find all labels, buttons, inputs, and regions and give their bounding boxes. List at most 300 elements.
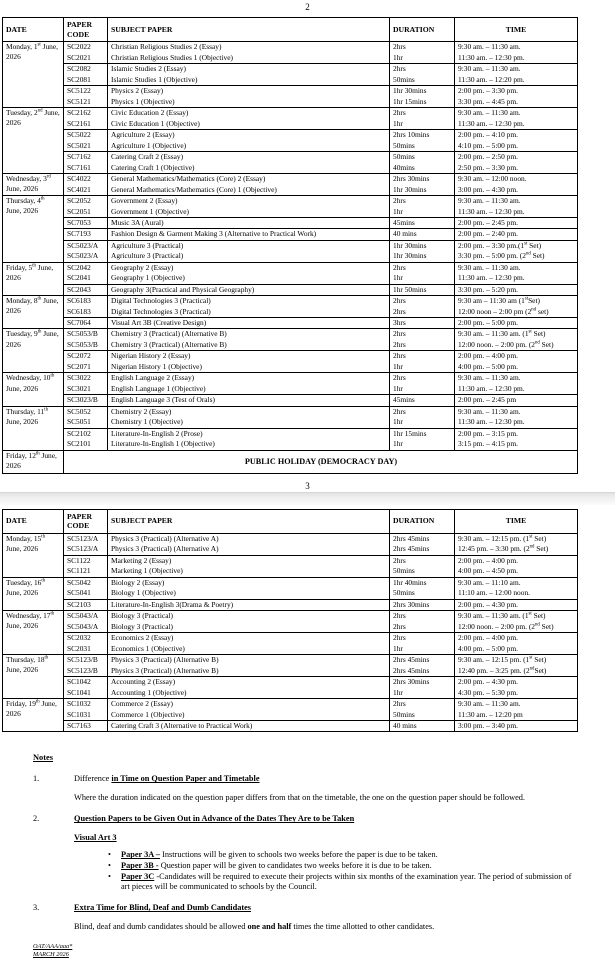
document-footer — [33, 943, 615, 958]
subject-cell: Accounting 1 (Objective) — [108, 688, 390, 699]
duration-cell: 50mins — [390, 710, 455, 721]
bullet-text-line — [121, 872, 573, 892]
time-cell: 3:15 pm. – 4:15 pm. — [455, 439, 578, 450]
table-row — [3, 677, 578, 688]
bullet-text: Question paper will be given to candidates two weeks before it is due to be taken. — [158, 861, 432, 871]
paper-code-cell: SC2101 — [64, 439, 108, 450]
table-row — [3, 262, 578, 273]
timetable-page-2 — [2, 17, 578, 474]
subject-cell: Catering Craft 3 (Alternative to Practical Work) — [108, 721, 390, 732]
duration-cell: 1hr — [390, 417, 455, 428]
subject-cell: Physics 3 (Practical) (Alternative A) — [108, 544, 390, 555]
subject-cell: Music 3A (Aural) — [108, 218, 390, 229]
paper-code-cell: SC7193 — [64, 229, 108, 240]
time-cell: 11:30 am. – 12:30 pm. — [455, 273, 578, 284]
note-heading-plain: Difference — [74, 774, 112, 784]
subject-cell: Agriculture 2 (Essay) — [108, 130, 390, 141]
duration-cell: 1hr 15mins — [390, 428, 455, 439]
subject-cell: General Mathematics/Mathematics (Core) 2 (Essay) — [108, 174, 390, 185]
duration-cell: 2hrs — [390, 64, 455, 75]
timetable-page-3 — [2, 509, 578, 733]
table-row — [3, 130, 578, 141]
date-group — [3, 611, 578, 655]
table-row — [3, 710, 578, 721]
table-row — [3, 196, 578, 207]
subject-cell: Biology 3 (Practical) — [108, 622, 390, 633]
column-header-paper-code: PAPER CODE — [64, 18, 108, 42]
table-row — [3, 633, 578, 644]
duration-cell: 1hr — [390, 273, 455, 284]
bullet-label: Paper 3C — [121, 872, 155, 882]
time-cell: 2:00 pm. – 2:50 pm. — [455, 152, 578, 163]
paper-code-cell: SC5023/A — [64, 240, 108, 251]
paper-code-cell: SC7162 — [64, 152, 108, 163]
time-cell: 2:00 pm. – 2:40 pm. — [455, 229, 578, 240]
note-body-pre: Blind, deaf and dumb candidates should be allowed — [74, 922, 248, 932]
duration-cell: 1hr — [390, 384, 455, 395]
date-group — [3, 42, 578, 108]
time-cell: 11:30 am. – 12:30 pm. — [455, 53, 578, 64]
time-cell: 3:00 pm. – 3:40 pm. — [455, 721, 578, 732]
date-cell: Friday, 12th June, 2026 — [3, 450, 64, 473]
subject-cell: Agriculture 1 (Objective) — [108, 141, 390, 152]
table-row — [3, 163, 578, 174]
bullet-text-line — [121, 850, 573, 860]
page-3-number: 3 — [305, 480, 310, 491]
subject-cell: Accounting 2 (Essay) — [108, 677, 390, 688]
date-group — [3, 196, 578, 263]
table-row — [3, 307, 578, 318]
time-cell: 2:00 pm. – 4:30 pm. — [455, 599, 578, 610]
table-row — [3, 53, 578, 64]
duration-cell: 45mins — [390, 218, 455, 229]
paper-code-cell: SC1032 — [64, 699, 108, 710]
duration-cell: 2hrs 45mins — [390, 533, 455, 544]
note-bullets — [74, 850, 573, 892]
date-cell: Thursday, 11th June, 2026 — [3, 406, 64, 450]
date-cell: Thursday, 18th June, 2026 — [3, 655, 64, 699]
subject-cell: Marketing 1 (Objective) — [108, 566, 390, 577]
paper-code-cell: SC2102 — [64, 428, 108, 439]
date-cell: Wednesday, 10th June, 2026 — [3, 373, 64, 406]
column-header-duration: DURATION — [390, 18, 455, 42]
time-cell: 9:30 am. – 11:30 am. — [455, 406, 578, 417]
time-cell: 9:30 am. – 11:10 am. — [455, 577, 578, 588]
table-row — [3, 108, 578, 119]
date-group — [3, 329, 578, 373]
note-number: 3. — [33, 903, 40, 913]
duration-cell: 50mins — [390, 152, 455, 163]
date-group — [3, 655, 578, 699]
date-cell: Monday, 8th June, 2026 — [3, 296, 64, 329]
subject-cell: Chemistry 2 (Essay) — [108, 406, 390, 417]
time-cell: 2:50 pm. – 3:30 pm. — [455, 163, 578, 174]
duration-cell: 40 mins — [390, 229, 455, 240]
duration-cell: 2hrs — [390, 406, 455, 417]
time-cell: 9:30 am – 11:30 am (1stSet) — [455, 296, 578, 307]
subject-cell: Civic Education 2 (Essay) — [108, 108, 390, 119]
time-cell: 2:00 pm. – 5:00 pm. — [455, 318, 578, 329]
paper-code-cell: SC7053 — [64, 218, 108, 229]
subject-cell: General Mathematics/Mathematics (Core) 1 (Objective) — [108, 185, 390, 196]
time-cell: 11:30 am. – 12:30 pm. — [455, 207, 578, 218]
time-cell: 4:00 pm. – 5:00 pm. — [455, 644, 578, 655]
time-cell: 9:30 am. – 12:00 noon. — [455, 174, 578, 185]
subject-cell: Geography 1 (Objective) — [108, 273, 390, 284]
note-body-bold: one and half — [247, 922, 292, 932]
duration-cell: 2hrs 30mins — [390, 677, 455, 688]
subject-cell: Literature-In-English 2 (Prose) — [108, 428, 390, 439]
time-cell: 12:00 noon. – 2:00 pm. (2nd Set) — [455, 340, 578, 351]
duration-cell: 2hrs — [390, 699, 455, 710]
header-row — [3, 18, 578, 42]
duration-cell: 50mins — [390, 566, 455, 577]
subject-cell: Economics 1 (Objective) — [108, 644, 390, 655]
table-row — [3, 329, 578, 340]
duration-cell: 1hr 40mins — [390, 577, 455, 588]
bullet-label: Paper 3B - — [121, 861, 159, 871]
duration-cell: 2hrs — [390, 633, 455, 644]
time-cell: 2:00 pm. – 2:45 pm — [455, 395, 578, 406]
duration-cell: 3hrs — [390, 318, 455, 329]
table-row — [3, 644, 578, 655]
duration-cell: 1hr — [390, 119, 455, 130]
date-group — [3, 577, 578, 610]
bullet-item — [108, 861, 573, 871]
date-group — [3, 108, 578, 174]
time-cell: 12:00 noon. – 2:00 pm. (2nd Set) — [455, 622, 578, 633]
subject-cell: Islamic Studies 1 (Objective) — [108, 75, 390, 86]
time-cell: 9:30 am. – 11:30 am. — [455, 64, 578, 75]
time-cell: 3:30 pm. – 5:00 pm. (2nd Set) — [455, 251, 578, 262]
note-heading: in Time on Question Paper and Timetable — [111, 774, 260, 784]
table-row — [3, 577, 578, 588]
column-header-date: DATE — [3, 509, 64, 533]
time-cell: 4:30 pm. – 5:30 pm. — [455, 688, 578, 699]
time-cell: 9:30 am. – 11:30 am. — [455, 699, 578, 710]
time-cell: 11:30 am. – 12:20 pm. — [455, 75, 578, 86]
time-cell: 9:30 am. – 11:30 am. — [455, 196, 578, 207]
subject-cell: Biology 1 (Objective) — [108, 588, 390, 599]
subject-cell: Physics 3 (Practical) (Alternative B) — [108, 655, 390, 666]
column-header-paper-code: PAPER CODE — [64, 509, 108, 533]
paper-code-cell: SC1031 — [64, 710, 108, 721]
holiday-cell: PUBLIC HOLIDAY (DEMOCRACY DAY) — [64, 450, 578, 473]
note-number: 1. — [33, 774, 40, 784]
date-cell: Tuesday, 2nd June, 2026 — [3, 108, 64, 174]
page-separator — [0, 492, 615, 505]
subject-cell: Nigerian History 2 (Essay) — [108, 351, 390, 362]
time-cell: 9:30 am. – 11:30 am. (1st Set) — [455, 329, 578, 340]
table-row — [3, 622, 578, 633]
subject-cell: Christian Religious Studies 1 (Objective) — [108, 53, 390, 64]
duration-cell: 2hrs — [390, 555, 455, 566]
time-cell: 2:00 pm. – 4:00 pm. — [455, 633, 578, 644]
time-cell: 2:00 pm. – 3:15 pm. — [455, 428, 578, 439]
duration-cell: 1hr — [390, 644, 455, 655]
date-group — [3, 450, 578, 473]
subject-cell: Commerce 1 (Objective) — [108, 710, 390, 721]
paper-code-cell: SC5022 — [64, 130, 108, 141]
time-cell: 3:30 pm. – 5:20 pm. — [455, 284, 578, 295]
note-item-1 — [33, 774, 573, 803]
footer-date: MARCH 2026 — [33, 950, 69, 958]
subject-cell: Digital Technologies 3 (Practical) — [108, 307, 390, 318]
duration-cell: 1hr 30mins — [390, 86, 455, 97]
duration-cell: 40 mins — [390, 721, 455, 732]
table-row — [3, 599, 578, 610]
paper-code-cell: SC5123/B — [64, 666, 108, 677]
time-cell: 4:00 pm. – 4:50 pm. — [455, 566, 578, 577]
footer-reference: OAT/AAA/aaa* — [33, 943, 73, 951]
duration-cell: 1hr — [390, 362, 455, 373]
subject-cell: Visual Art 3B (Creative Design) — [108, 318, 390, 329]
date-cell: Monday, 15th June, 2026 — [3, 533, 64, 577]
time-cell: 2:00 pm. – 3:30 pm.(1st Set) — [455, 240, 578, 251]
column-header-subject-paper: SUBJECT PAPER — [108, 509, 390, 533]
table-row — [3, 588, 578, 599]
subject-cell: Islamic Studies 2 (Essay) — [108, 64, 390, 75]
paper-code-cell: SC5051 — [64, 417, 108, 428]
duration-cell: 2hrs — [390, 307, 455, 318]
bullet-text: Instructions will be given to schools two weeks before the paper is due to be taken. — [160, 850, 438, 860]
note-body — [74, 922, 573, 932]
time-cell: 11:10 am. – 12:00 noon. — [455, 588, 578, 599]
duration-cell: 2hrs 30mins — [390, 599, 455, 610]
paper-code-cell: SC2081 — [64, 75, 108, 86]
subject-cell: Nigerian History 1 (Objective) — [108, 362, 390, 373]
bullet-item — [108, 872, 573, 892]
time-cell: 11:30 am. – 12:30 pm. — [455, 384, 578, 395]
paper-code-cell: SC5023/A — [64, 251, 108, 262]
subject-cell: Marketing 2 (Essay) — [108, 555, 390, 566]
duration-cell: 2hrs — [390, 196, 455, 207]
paper-code-cell: SC5043/A — [64, 622, 108, 633]
paper-code-cell: SC2082 — [64, 64, 108, 75]
table-row — [3, 384, 578, 395]
duration-cell: 2hrs 30mins — [390, 174, 455, 185]
table-row — [3, 185, 578, 196]
date-cell: Monday, 1st June, 2026 — [3, 42, 64, 108]
paper-code-cell: SC5123/A — [64, 544, 108, 555]
note-item-2 — [33, 814, 573, 892]
paper-code-cell: SC2021 — [64, 53, 108, 64]
time-cell: 12:45 pm. – 3:30 pm. (2nd Set) — [455, 544, 578, 555]
duration-cell: 1hr — [390, 53, 455, 64]
paper-code-cell: SC3023/B — [64, 395, 108, 406]
table-row — [3, 362, 578, 373]
table-row — [3, 273, 578, 284]
time-cell: 2:00 pm. – 4:00 pm. — [455, 351, 578, 362]
table-row — [3, 611, 578, 622]
table-row — [3, 251, 578, 262]
subject-cell: Literature-In-English 1 (Objective) — [108, 439, 390, 450]
subject-cell: Government 1 (Objective) — [108, 207, 390, 218]
bullet-icon: • — [108, 861, 111, 871]
paper-code-cell: SC2032 — [64, 633, 108, 644]
paper-code-cell: SC4021 — [64, 185, 108, 196]
date-group — [3, 373, 578, 406]
note-body: Where the duration indicated on the question paper differs from that on the timetable, the one on the question paper should be followed. — [74, 793, 525, 803]
paper-code-cell: SC2043 — [64, 284, 108, 295]
date-cell: Tuesday, 9th June, 2026 — [3, 329, 64, 373]
paper-code-cell: SC7161 — [64, 163, 108, 174]
holiday-row — [3, 450, 578, 473]
table-row — [3, 428, 578, 439]
subject-cell: Government 2 (Essay) — [108, 196, 390, 207]
duration-cell: 1hr 30mins — [390, 185, 455, 196]
paper-code-cell: SC5121 — [64, 97, 108, 108]
paper-code-cell: SC2031 — [64, 644, 108, 655]
paper-code-cell: SC1122 — [64, 555, 108, 566]
date-cell: Thursday, 4th June, 2026 — [3, 196, 64, 263]
table-row — [3, 174, 578, 185]
paper-code-cell: SC2052 — [64, 196, 108, 207]
subject-cell: Geography 2 (Essay) — [108, 262, 390, 273]
duration-cell: 2hrs — [390, 351, 455, 362]
bullet-text: -Candidates will be required to execute their projects within six months of the examination year. The period of submission of art pieces will be communicated to schools by the Council. — [121, 872, 572, 892]
table-row — [3, 218, 578, 229]
table-row — [3, 373, 578, 384]
time-cell: 11:30 am. – 12:30 pm. — [455, 119, 578, 130]
paper-code-cell: SC5122 — [64, 86, 108, 97]
duration-cell: 1hr 50mins — [390, 284, 455, 295]
table-row — [3, 699, 578, 710]
subject-cell: Physics 1 (Objective) — [108, 97, 390, 108]
paper-code-cell: SC5021 — [64, 141, 108, 152]
subject-cell: Economics 2 (Essay) — [108, 633, 390, 644]
table-row — [3, 86, 578, 97]
date-cell: Friday, 19th June, 2026 — [3, 699, 64, 732]
table-row — [3, 439, 578, 450]
subject-cell: English Language 2 (Essay) — [108, 373, 390, 384]
duration-cell: 1hr — [390, 688, 455, 699]
date-cell: Friday, 5th June, 2026 — [3, 262, 64, 295]
table-row — [3, 141, 578, 152]
duration-cell: 2hrs 45mins — [390, 655, 455, 666]
column-header-time: TIME — [455, 509, 578, 533]
paper-code-cell: SC2162 — [64, 108, 108, 119]
table-row — [3, 666, 578, 677]
time-cell: 2:00 pm. – 2:45 pm. — [455, 218, 578, 229]
date-group — [3, 174, 578, 196]
column-header-duration: DURATION — [390, 509, 455, 533]
duration-cell: 1hr — [390, 439, 455, 450]
time-cell: 9:30 am. – 11:30 am. — [455, 42, 578, 53]
column-header-subject-paper: SUBJECT PAPER — [108, 18, 390, 42]
table-row — [3, 721, 578, 732]
paper-code-cell: SC5123/B — [64, 655, 108, 666]
date-group — [3, 406, 578, 450]
table-row — [3, 655, 578, 666]
date-group — [3, 699, 578, 732]
header-row — [3, 509, 578, 533]
subject-cell: English Language 1 (Objective) — [108, 384, 390, 395]
duration-cell: 40mins — [390, 163, 455, 174]
paper-code-cell: SC7064 — [64, 318, 108, 329]
duration-cell: 50mins — [390, 141, 455, 152]
duration-cell: 2hrs — [390, 42, 455, 53]
duration-cell: 2hrs 45mins — [390, 666, 455, 677]
duration-cell: 1hr — [390, 207, 455, 218]
subject-cell: Christian Religious Studies 2 (Essay) — [108, 42, 390, 53]
subject-cell: Literature-In-English 3(Drama & Poetry) — [108, 599, 390, 610]
paper-code-cell: SC2041 — [64, 273, 108, 284]
duration-cell: 1hr 15mins — [390, 97, 455, 108]
table-row — [3, 318, 578, 329]
note-body-post: times the time allotted to other candidates. — [291, 922, 435, 932]
subject-cell: Digital Technologies 3 (Practical) — [108, 296, 390, 307]
subject-cell: Fashion Design & Garment Making 3 (Alternative to Practical Work) — [108, 229, 390, 240]
time-cell: 2:00 pm. – 4:10 pm. — [455, 130, 578, 141]
date-cell: Wednesday, 3rd June, 2026 — [3, 174, 64, 196]
time-cell: 2:00 pm. – 4:00 pm. — [455, 555, 578, 566]
subject-cell: Commerce 2 (Essay) — [108, 699, 390, 710]
table-row — [3, 229, 578, 240]
table-row — [3, 566, 578, 577]
page-3 — [0, 509, 615, 959]
table-row — [3, 406, 578, 417]
paper-code-cell: SC5043/A — [64, 611, 108, 622]
bullet-label: Paper 3A – — [121, 850, 161, 860]
note-heading: Question Papers to be Given Out in Advance of the Dates They Are to be Taken — [74, 814, 355, 824]
paper-code-cell: SC1041 — [64, 688, 108, 699]
duration-cell: 2hrs — [390, 373, 455, 384]
page-2 — [0, 2, 615, 492]
table-row — [3, 284, 578, 295]
paper-code-cell: SC5041 — [64, 588, 108, 599]
date-group — [3, 533, 578, 577]
column-header-date: DATE — [3, 18, 64, 42]
table-row — [3, 64, 578, 75]
duration-cell: 1hr 30mins — [390, 240, 455, 251]
time-cell: 12:40 pm. – 3:25 pm. (2ndSet) — [455, 666, 578, 677]
subject-cell: Chemistry 3 (Practical) (Alternative B) — [108, 340, 390, 351]
time-cell: 9:30 am. – 11:30 am. (1st Set) — [455, 611, 578, 622]
bullet-text-line — [121, 861, 573, 871]
paper-code-cell: SC5042 — [64, 577, 108, 588]
table-row — [3, 75, 578, 86]
subject-cell: Civic Education 1 (Objective) — [108, 119, 390, 130]
table-row — [3, 555, 578, 566]
duration-cell: 2hrs — [390, 296, 455, 307]
paper-code-cell: SC6183 — [64, 307, 108, 318]
paper-code-cell: SC1042 — [64, 677, 108, 688]
duration-cell: 2hrs — [390, 340, 455, 351]
table-row — [3, 240, 578, 251]
bullet-icon: • — [108, 850, 111, 860]
subject-cell: Geography 3(Practical and Physical Geography) — [108, 284, 390, 295]
time-cell: 9:30 am. – 11:30 am. — [455, 373, 578, 384]
time-cell: 2:00 pm. – 3:30 pm. — [455, 86, 578, 97]
duration-cell: 2hrs — [390, 262, 455, 273]
table-row — [3, 544, 578, 555]
paper-code-cell: SC6183 — [64, 296, 108, 307]
table-row — [3, 152, 578, 163]
subject-cell: Physics 2 (Essay) — [108, 86, 390, 97]
column-header-time: TIME — [455, 18, 578, 42]
date-group — [3, 296, 578, 329]
subject-cell: Biology 3 (Practical) — [108, 611, 390, 622]
table-row — [3, 42, 578, 53]
table-row — [3, 417, 578, 428]
subject-cell: Agriculture 3 (Practical) — [108, 251, 390, 262]
note-item-3 — [33, 903, 573, 932]
duration-cell: 2hrs 45mins — [390, 544, 455, 555]
paper-code-cell: SC2071 — [64, 362, 108, 373]
page-2-number: 2 — [305, 2, 310, 12]
paper-code-cell: SC2103 — [64, 599, 108, 610]
